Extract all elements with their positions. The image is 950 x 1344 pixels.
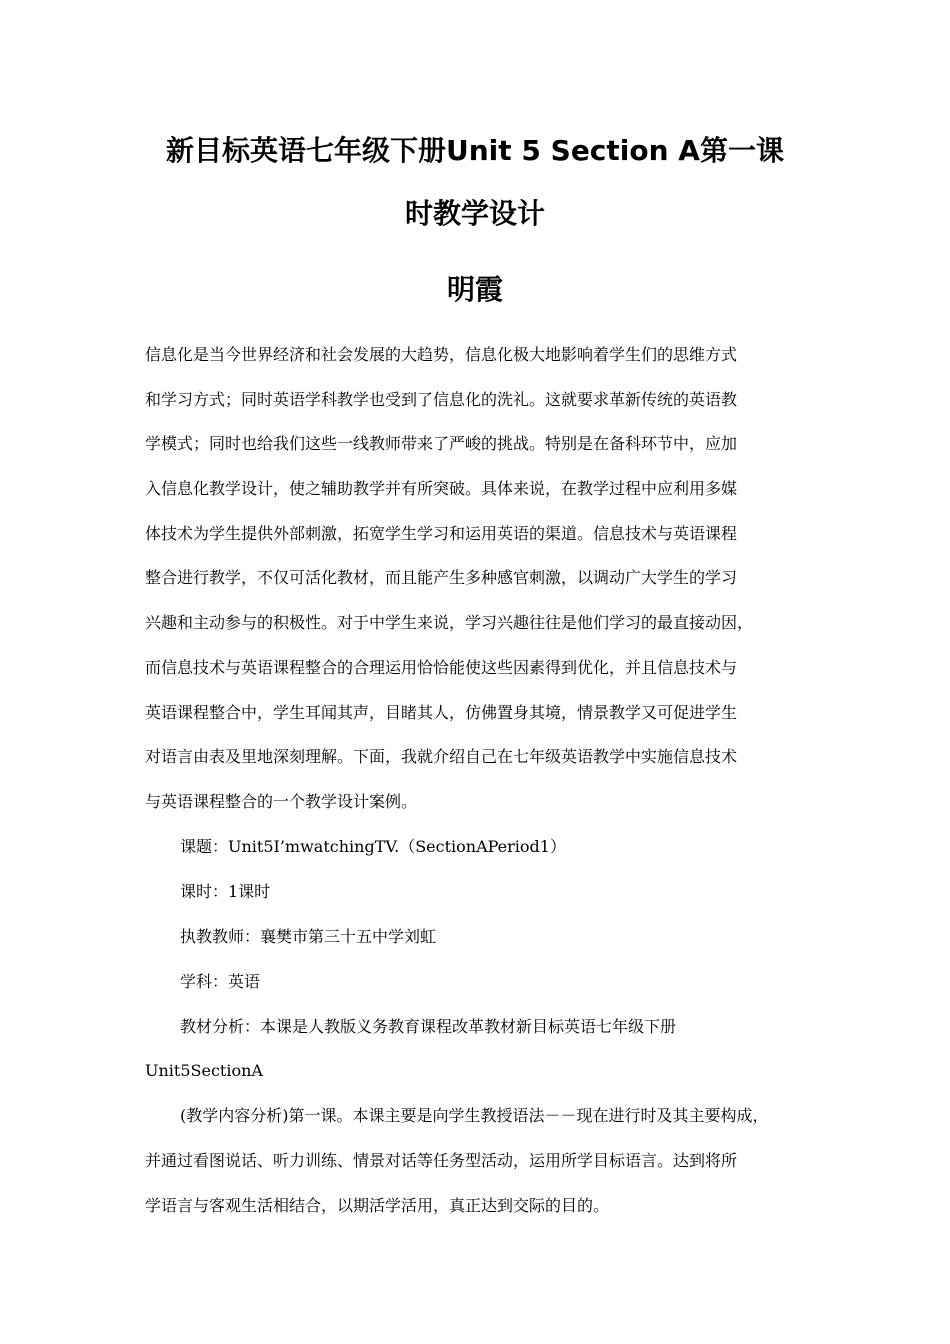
intro-line-2: 和学习方式；同时英语学科教学也受到了信息化的洗礼。这就要求革新传统的英语教 (145, 390, 738, 409)
intro-line-4: 入信息化教学设计，使之辅助教学并有所突破。具体来说，在教学过程中应利用多媒 (145, 479, 738, 498)
lesson-period: 课时：1课时 (180, 882, 271, 901)
intro-line-7: 兴趣和主动参与的积极性。对于中学生来说，学习兴趣往往是他们学习的最直接动因， (145, 613, 754, 632)
intro-line-11: 与英语课程整合的一个教学设计案例。 (145, 792, 418, 811)
intro-line-5: 体技术为学生提供外部刺激，拓宽学生学习和运用英语的渠道。信息技术与英语课程 (145, 524, 738, 543)
document-title-line-1: 新目标英语七年级下册Unit 5 Section A第一课 (166, 134, 784, 167)
intro-line-3: 学模式；同时也给我们这些一线教师带来了严峻的挑战。特别是在备科环节中，应加 (145, 434, 738, 453)
author-name: 明霞 (446, 273, 503, 306)
intro-line-1: 信息化是当今世界经济和社会发展的大趋势，信息化极大地影响着学生们的思维方式 (145, 345, 738, 364)
lesson-topic: 课题：Unit5I’mwatchingTV.（SectionAPeriod1） (180, 837, 566, 856)
document-title-line-2: 时教学设计 (404, 197, 545, 230)
intro-line-10: 对语言由表及里地深刻理解。下面，我就介绍自己在七年级英语教学中实施信息技术 (145, 747, 738, 766)
intro-line-8: 而信息技术与英语课程整合的合理运用恰恰能使这些因素得到优化，并且信息技术与 (145, 658, 738, 677)
material-analysis-line-2: Unit5SectionA (145, 1061, 263, 1080)
lesson-subject: 学科：英语 (180, 972, 261, 991)
lesson-teacher: 执教教师：襄樊市第三十五中学刘虹 (180, 927, 437, 946)
content-line-1: (教学内容分析)第一课。本课主要是向学生教授语法－－现在进行时及其主要构成， (180, 1106, 769, 1125)
intro-line-9: 英语课程整合中，学生耳闻其声，目睹其人，仿佛置身其境，情景教学又可促进学生 (145, 703, 738, 722)
content-line-2: 并通过看图说话、听力训练、情景对话等任务型活动，运用所学目标语言。达到将所 (145, 1151, 738, 1170)
material-analysis-line-1: 教材分析：本课是人教版义务教育课程改革教材新目标英语七年级下册 (180, 1017, 677, 1036)
content-line-3: 学语言与客观生活相结合，以期活学活用，真正达到交际的目的。 (145, 1196, 610, 1215)
intro-line-6: 整合进行教学，不仅可活化教材，而且能产生多种感官刺激，以调动广大学生的学习 (145, 568, 738, 587)
